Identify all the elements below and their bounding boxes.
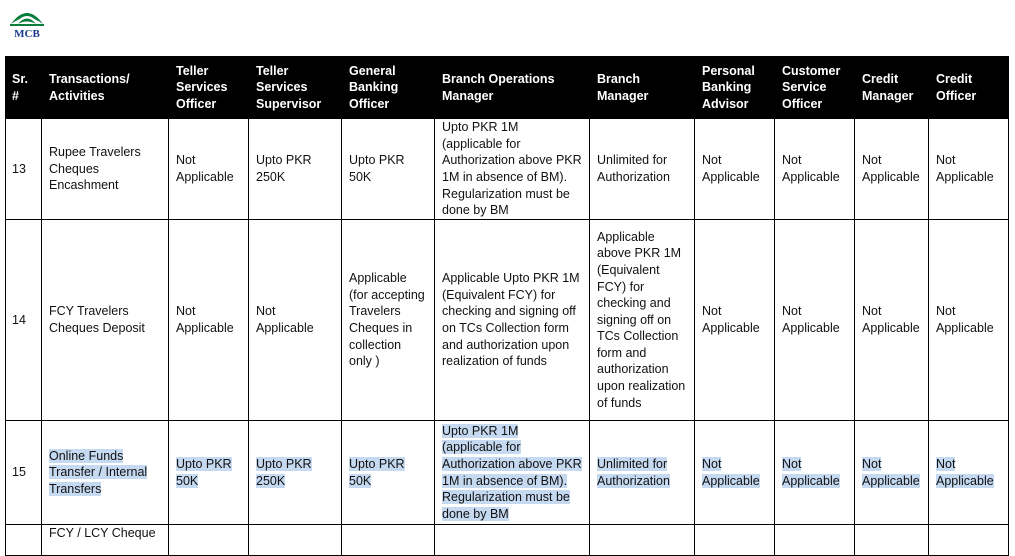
cell-credit-officer: Not Applicable [929, 220, 1009, 421]
cell-teller-services-supervisor: Upto PKR 250K [249, 119, 342, 220]
table-header-row [6, 57, 1009, 119]
cell-activity: FCY Travelers Cheques Deposit [42, 220, 169, 421]
cell-teller-services-supervisor[interactable] [249, 421, 342, 525]
header-customer-service-officer: Customer Service Officer [775, 57, 855, 119]
cell-branch-operations-manager[interactable] [435, 421, 590, 525]
selected-text[interactable]: Not Applicable [936, 456, 994, 488]
cell-branch-operations-manager: Applicable Upto PKR 1M (Equivalent FCY) for checking and signing off on TCs Collection form and authorization upon realization of funds [435, 220, 590, 421]
header-teller-services-officer: Teller Services Officer [169, 57, 249, 119]
header-sr: Sr. # [6, 57, 42, 119]
selected-text[interactable]: Not Applicable [862, 456, 920, 488]
table-row [6, 525, 1009, 556]
cell-empty [169, 525, 249, 556]
logo-text: MCB [14, 28, 40, 40]
cell-branch-operations-manager: Upto PKR 1M (applicable for Authorization above PKR 1M in absence of BM). Regularization must be done by BM [435, 119, 590, 220]
cell-empty [342, 525, 435, 556]
selected-text[interactable]: Unlimited for Authorization [597, 456, 670, 488]
cell-sr: 13 [6, 119, 42, 220]
cell-empty [695, 525, 775, 556]
cell-empty [249, 525, 342, 556]
cell-general-banking-officer: Upto PKR 50K [342, 119, 435, 220]
cell-empty [590, 525, 695, 556]
cell-general-banking-officer[interactable] [342, 421, 435, 525]
cell-customer-service-officer: Not Applicable [775, 220, 855, 421]
cell-general-banking-officer: Applicable (for accepting Travelers Cheques in collection only ) [342, 220, 435, 421]
cell-credit-manager: Not Applicable [855, 220, 929, 421]
selected-text[interactable]: Upto PKR 50K [176, 456, 232, 488]
mcb-logo-icon [7, 4, 47, 40]
cell-activity[interactable] [42, 421, 169, 525]
authority-matrix-table [5, 56, 1009, 556]
cell-personal-banking-advisor[interactable] [695, 421, 775, 525]
cell-credit-officer: Not Applicable [929, 119, 1009, 220]
header-branch-manager: Branch Manager [590, 57, 695, 119]
header-personal-banking-advisor: Personal Banking Advisor [695, 57, 775, 119]
cell-personal-banking-advisor: Not Applicable [695, 119, 775, 220]
table-row [6, 421, 1009, 525]
cell-customer-service-officer: Not Applicable [775, 119, 855, 220]
table-row [6, 119, 1009, 220]
cell-activity: FCY / LCY Cheque [42, 525, 169, 556]
cell-branch-manager[interactable] [590, 421, 695, 525]
header-credit-manager: Credit Manager [855, 57, 929, 119]
cell-credit-manager: Not Applicable [855, 119, 929, 220]
cell-empty [435, 525, 590, 556]
cell-credit-manager[interactable] [855, 421, 929, 525]
mcb-logo [7, 4, 47, 40]
selected-text[interactable]: Not Applicable [702, 456, 760, 488]
selected-text[interactable]: Not Applicable [782, 456, 840, 488]
cell-empty [855, 525, 929, 556]
selected-text[interactable]: Online Funds Transfer / Internal Transfers [49, 448, 148, 496]
cell-branch-manager: Unlimited for Authorization [590, 119, 695, 220]
cell-sr [6, 525, 42, 556]
selected-text[interactable]: Upto PKR 1M (applicable for Authorization above PKR 1M in absence of BM). Regularization must be done by BM [442, 423, 582, 521]
table-row [6, 220, 1009, 421]
cell-teller-services-officer: Not Applicable [169, 119, 249, 220]
cell-teller-services-officer[interactable] [169, 421, 249, 525]
cell-empty [929, 525, 1009, 556]
cell-personal-banking-advisor: Not Applicable [695, 220, 775, 421]
cell-customer-service-officer[interactable] [775, 421, 855, 525]
cell-credit-officer[interactable] [929, 421, 1009, 525]
header-credit-officer: Credit Officer [929, 57, 1009, 119]
header-teller-services-supervisor: Teller Services Supervisor [249, 57, 342, 119]
header-general-banking-officer: General Banking Officer [342, 57, 435, 119]
cell-branch-manager: Applicable above PKR 1M (Equivalent FCY) for checking and signing off on TCs Collection form and authorization upon realization of funds [590, 220, 695, 421]
header-branch-operations-manager: Branch Operations Manager [435, 57, 590, 119]
cell-sr: 15 [6, 421, 42, 525]
cell-activity: Rupee Travelers Cheques Encashment [42, 119, 169, 220]
cell-teller-services-supervisor: Not Applicable [249, 220, 342, 421]
cell-empty [775, 525, 855, 556]
selected-text[interactable]: Upto PKR 250K [256, 456, 312, 488]
cell-teller-services-officer: Not Applicable [169, 220, 249, 421]
header-activities: Transactions/ Activities [42, 57, 169, 119]
selected-text[interactable]: Upto PKR 50K [349, 456, 405, 488]
cell-sr: 14 [6, 220, 42, 421]
